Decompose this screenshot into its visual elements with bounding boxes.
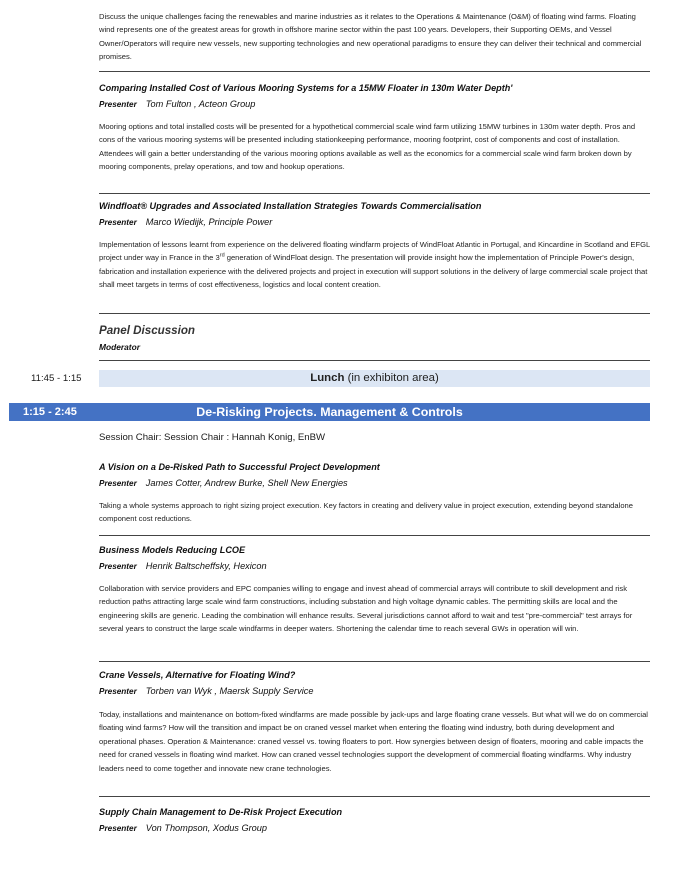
presenter-name: Von Thompson, Xodus Group bbox=[145, 823, 267, 833]
lunch-bar bbox=[99, 370, 650, 387]
talk-abstract: Collaboration with service providers and EPC companies willing to engage and invest ahead of commercial arrays will contribute to skill development and risk reduction paths attracting large scale wind farm constructions, including substation and high voltage dynamic cables. The permitting skills are local and the engineering skills are generic. Leading the combination will enhance results. Several jurisdictions cannot afford to wait and test "pre-commercial" test arrays for several years to construct the large scale windfarms in deeper waters. Shortening the calendar time to reach several GWs in operation will win. bbox=[99, 584, 633, 634]
presenter-name: James Cotter, Andrew Burke, Shell New Energies bbox=[145, 478, 348, 488]
session-chair: Session Chair: Session Chair : Hannah Konig, EnBW bbox=[99, 432, 326, 443]
presenter-label: Presenter bbox=[99, 479, 137, 488]
ordinal-suffix: rd bbox=[219, 252, 225, 259]
panel-title: Panel Discussion bbox=[99, 324, 196, 337]
presenter-line bbox=[99, 478, 348, 488]
talk-abstract-part: generation of WindFloat design. The presentation will provide insight how the implementation of Principle Power's design, fabrication and installation experience with the delivered projects and project in execution will support solutions in the delivery of large commercial scale project that shall meet targets in terms of cost effectiveness, logistics and local content creation. bbox=[99, 253, 648, 290]
divider bbox=[99, 796, 650, 797]
presenter-label: Presenter bbox=[99, 687, 137, 696]
talk-abstract bbox=[99, 238, 650, 292]
divider bbox=[99, 71, 650, 72]
presenter-name: Torben van Wyk , Maersk Supply Service bbox=[145, 686, 314, 696]
talk-title: Supply Chain Management to De-Risk Project Execution bbox=[99, 807, 343, 817]
talk-title: Business Models Reducing LCOE bbox=[99, 545, 246, 555]
session-header bbox=[9, 403, 650, 421]
lunch-note: (in exhibiton area) bbox=[347, 372, 439, 384]
talk-title: Windfloat® Upgrades and Associated Installation Strategies Towards Commercialisation bbox=[99, 201, 482, 211]
lunch-label: Lunch bbox=[310, 372, 345, 384]
talk-abstract: Today, installations and maintenance on bottom-fixed windfarms are made possible by jack-ups and large floating crane vessels. But what will we do on commercial floating wind farms? How will the transition and impact be on craned vessel market when entering the floating wind industry, both during development and operational phases. Operation & Maintenance: craned vessel vs. towing floaters to port. How synergies between design of floaters, mooring and cable impacts the need for craned vessels in floating wind market. How can craned vessel technologies support the development of commercial floating windfarms. Why industry leaders need to come together and innovate new crane technologies. bbox=[99, 710, 648, 773]
session-title: De-Risking Projects. Management & Controls bbox=[196, 405, 463, 419]
talk-title: Crane Vessels, Alternative for Floating Wind? bbox=[99, 670, 296, 680]
talk-abstract-part: Implementation of lessons learnt from experience on the delivered floating windfarm projects of WindFloat Atlantic in Portugal, and Kincardine in Scotland and EFGL project under way in France in the 3 bbox=[99, 240, 650, 263]
talk-abstract: Taking a whole systems approach to right sizing project execution. Key factors in creating and delivery value in project execution, extending beyond standalone component cost reductions. bbox=[99, 501, 633, 524]
divider bbox=[99, 661, 650, 662]
session-time: 1:15 - 2:45 bbox=[23, 406, 77, 418]
presenter-label: Presenter bbox=[99, 218, 137, 227]
presenter-name: Henrik Baltscheffsky, Hexicon bbox=[145, 561, 267, 571]
divider bbox=[99, 313, 650, 314]
moderator-label: Moderator bbox=[99, 342, 140, 352]
presenter-label: Presenter bbox=[99, 824, 137, 833]
presenter-line bbox=[99, 99, 255, 109]
lunch-time: 11:45 - 1:15 bbox=[31, 373, 82, 384]
talk-abstract: Mooring options and total installed costs will be presented for a hypothetical commercial scale wind farm utilizing 15MW turbines in 130m water depth. Pros and cons of the various mooring systems will be presented including stationkeeping performance, mooring footprint, cost of components and cost of installation. Attendees will gain a better understanding of the various mooring options available as well as the economics for a commercial scale wind farm broken down by mooring components, prelay operations, and tow and hookup operations. bbox=[99, 122, 636, 172]
presenter-line bbox=[99, 686, 313, 696]
presenter-line bbox=[99, 823, 267, 833]
intro-abstract: Discuss the unique challenges facing the renewables and marine industries as it relates to the Operations & Maintenance (O&M) of floating wind farms. Floating wind represents one of the greatest areas for growth in offshore marine sector within the past 100 years. Developers, their Supporting OEMs, and Vessel Owner/Operators will require new vessels, new supporting technologies and new operational paradigms to ensure they can deliver their technical and commercial promises. bbox=[99, 12, 642, 62]
divider bbox=[99, 360, 650, 361]
presenter-line bbox=[99, 217, 272, 227]
presenter-name: Marco Wiedijk, Principle Power bbox=[145, 217, 273, 227]
presenter-line bbox=[99, 561, 267, 571]
presenter-label: Presenter bbox=[99, 100, 137, 109]
presenter-label: Presenter bbox=[99, 562, 137, 571]
talk-title: Comparing Installed Cost of Various Mooring Systems for a 15MW Floater in 130m Water Depth' bbox=[99, 83, 513, 93]
divider bbox=[99, 535, 650, 536]
presenter-name: Tom Fulton , Acteon Group bbox=[145, 99, 256, 109]
talk-title: A Vision on a De-Risked Path to Successful Project Development bbox=[99, 462, 380, 472]
divider bbox=[99, 193, 650, 194]
